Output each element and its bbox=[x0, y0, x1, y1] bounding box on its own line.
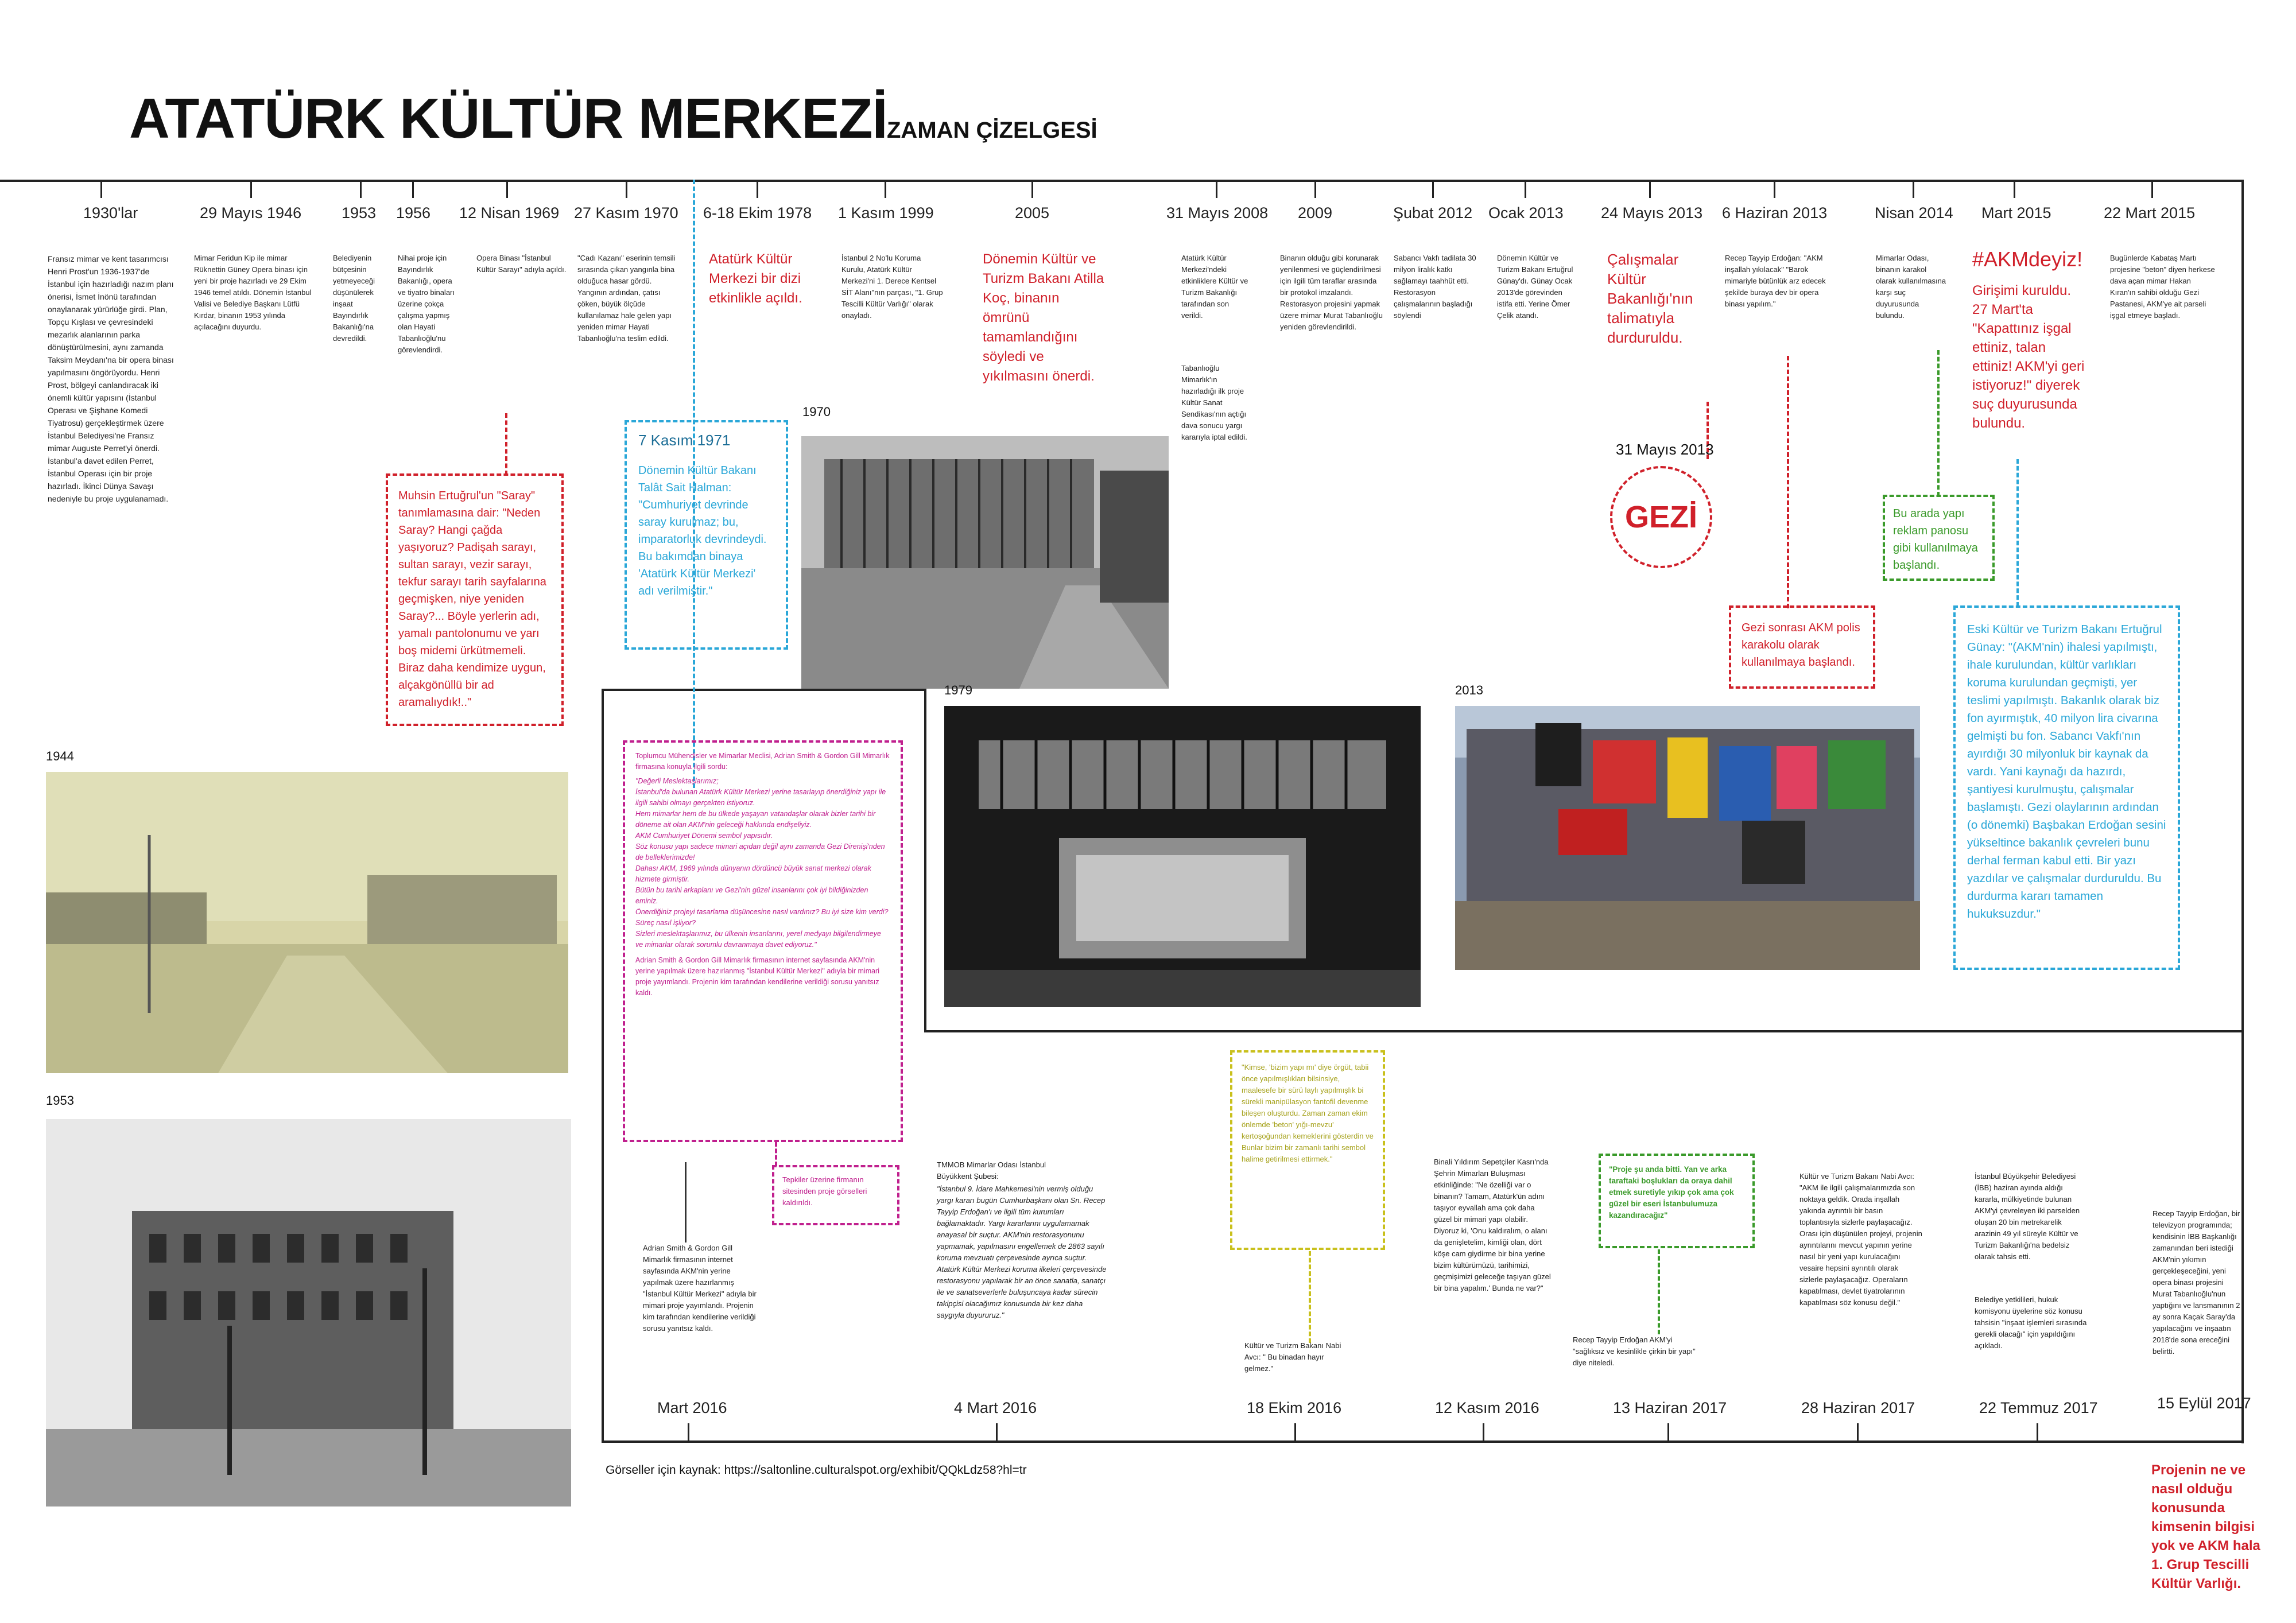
photo-1970-caption: 1970 bbox=[802, 405, 831, 419]
date-4mar2016: 4 Mart 2016 bbox=[954, 1399, 1037, 1416]
tick bbox=[2014, 180, 2015, 198]
event-22tem2017: İstanbul Büyükşehir Belediyesi (İBB) haziran ayında aldığı kararla, mülkiyetinde bulunan AKM'yi çevreleyen iki parselden oluşan 20 bin metrekarelik arazinin 49 yıl süreyle Kültür ve Turizm Bakanlığı'na bedelsiz olarak tahsis etti. bbox=[1975, 1172, 2080, 1261]
date-2013-jun: 6 Haziran 2013 bbox=[1722, 204, 1828, 222]
connector bbox=[505, 413, 507, 475]
event-2005: Dönemin Kültür ve Turizm Bakanı Atilla Koç, binanın ömrünü tamamlandığını söyledi ve yıkılmasını önerdi. bbox=[983, 251, 1104, 384]
letter-line: Bütün bu tarihi arkaplanı ve Gezi'nin güzel insanlarını çok iyi bildiğinizden eminiz. bbox=[635, 886, 868, 905]
halman-quote: Dönemin Kültür Bakanı Talât Sait Halman: "Cumhuriyet devrinde saray kurulmaz; bu, imparatorluk devrindeydi. Bu bakımdan binaya 'Atatürk Kültür Merkezi' adı verilmiştir." bbox=[638, 464, 767, 597]
tick bbox=[250, 180, 252, 198]
event-1999: İstanbul 2 No'lu Koruma Kurulu, Atatürk Kültür Merkezi'ni 1. Derece Kentsel SİT Alanı"nın parçası, "1. Grup Tescilli Kültür Varlığı" olarak onayladı. bbox=[841, 254, 943, 320]
reaction-text: Tepkiler üzerine firmanın sitesinden proje görselleri kaldırıldı. bbox=[782, 1175, 867, 1207]
event-1956: Nihai proje için Bayındırlık Bakanlığı, opera ve tiyatro binaları üzerine çokça çalışma yapmış olan Hayati Tabanlıoğlu'nu görevlendirdi. bbox=[398, 254, 455, 354]
gunay-quote-box bbox=[1953, 605, 2180, 970]
event-mar2016: Adrian Smith & Gordon Gill Mimarlık firmasının internet sayfasında AKM'nin yerine yapılmak üzere hazırlanmış "İstanbul Kültür Merkezi" adıyla bir mimari proje yayımlandı. Projenin kim tarafından kendilerine verildiği sorusu yanıtsız kaldı. bbox=[643, 1244, 757, 1333]
letter-line: İstanbul'da bulunan Atatürk Kültür Merkezi yerine tasarlayıp önerdiğiniz yapı ile ilgili sahibi olmayı gerçekten istiyoruz. bbox=[635, 788, 886, 807]
letter-line: Dahası AKM, 1969 yılında dünyanın dördüncü büyük sanat merkezi olarak hizmete girmiştir. bbox=[635, 864, 871, 883]
event-1978: Atatürk Kültür Merkezi bir dizi etkinlikle açıldı. bbox=[709, 251, 802, 306]
date-12kasim2016: 12 Kasım 2016 bbox=[1435, 1399, 1539, 1416]
billboard-box bbox=[1883, 495, 1995, 581]
tick bbox=[1314, 180, 1316, 198]
tick bbox=[1031, 180, 1033, 198]
avci-quote: "Kimse, 'bizim yapı mı' diye örgüt, tabii önce yapılmışlıkları bilsinsiye, maalesefe bir sürü laylı yapılmışlık bi sürekli manipülasyon fantofil devenme bileşen oluşturdu. Zaman zaman ekim önlemde 'beton' yığı-mevzu' kertoşoğundan kemeklerini gösterdin ve Bunlar bizim bir zamanlı tarihi sembol halime getirilmesi ettirmek." bbox=[1242, 1063, 1374, 1163]
event-1953: Belediyenin bütçesinin yetmeyeceği düşünülerek inşaat Bayındırlık Bakanlığı'na devredildi. bbox=[333, 254, 375, 343]
connector bbox=[1309, 1251, 1311, 1343]
photo-1944 bbox=[46, 772, 568, 1073]
date-2015: Mart 2015 bbox=[1981, 204, 2051, 222]
frame-mid-line bbox=[924, 1030, 2243, 1032]
gezi-circle bbox=[1610, 466, 1712, 568]
tick bbox=[688, 1423, 689, 1442]
halman-date: 7 Kasım 1971 bbox=[638, 432, 731, 449]
event-2013: Dönemin Kültür ve Turizm Bakanı Ertuğrul Günay'dı. Günay Ocak 2013'de görevinden istifa etti. Yerine Ömer Çelik atandı. bbox=[1497, 254, 1573, 320]
tick bbox=[506, 180, 508, 198]
event-12kasim2016: Binali Yıldırım Sepetçiler Kasrı'nda Şehrin Mimarları Buluşması etkinliğinde: "Ne özelliği var o binanın? Tamam, Atatürk'ün adını taşıyor eyvallah ama çok daha güzel bir mimari yapı olabilir. Diyoruz ki, 'Onu kaldıralım, o alanı da genişletelim, kimliği olan, dört köşe cam giydirme bir bina yerine bizim kültürümüzü, tarihimizi, geçmişimizi geleceğe taşıyan güzel bir bina yapalım.' Bunda ne var?" bbox=[1434, 1158, 1551, 1292]
smith-letter-intro: Toplumcu Mühendisler ve Mimarlar Meclisi, Adrian Smith & Gordon Gill Mimarlık firmasına konuyla ilgili sordu: bbox=[635, 752, 890, 771]
page-subtitle: ZAMAN ÇİZELGESİ bbox=[887, 118, 1097, 143]
image-source: Görseller için kaynak: https://saltonline.culturalspot.org/exhibit/QQkLdz58?hl=tr bbox=[606, 1463, 1027, 1477]
saray-quote: Muhsin Ertuğrul'un "Saray" tanımlamasına dair: "Neden Saray? Hangi çağda yaşıyoruz? Padişah sarayı, sultan sarayı, vezir sarayı, tekfur sarayı tarih sayfalarına geçmişken, niye yeniden Saray?... Böyle yerlerin adı, yamalı pantolonumu ve yarı boş midemi ürkütmemeli. Biraz daha kendimize uygun, alçakgönüllü bir ad aramalıydık!.." bbox=[398, 490, 546, 709]
halman-quote-box bbox=[625, 420, 788, 650]
date-1953: 1953 bbox=[342, 204, 377, 222]
event-1946: Mimar Feridun Kip ile mimar Rüknettin Güney Opera binası için yeni bir proje hazırladı ve 29 Ekim 1946 temel atıldı. Dönemin İstanbul Valisi ve Belediye Başkanı Lütfü Kırdar, binanın 1953 yılında açılacağını duyurdu. bbox=[194, 254, 312, 331]
event-15eyl2017: Recep Tayyip Erdoğan, bir televizyon programında; kendisinin İBB Başkanlığı zamanından beri istediği AKM'nin yıkımın gerçekleşeceğini, yeni opera binası projesini Murat Tabanlıoğlu'nun yaptığını ve lansmanının 2 ay sonra Kaçak Saray'da yapılacağını ve inşaatın 2018'de sona ereceğini belirtti. bbox=[2152, 1209, 2240, 1356]
tick bbox=[757, 180, 758, 198]
date-1946: 29 Mayıs 1946 bbox=[200, 204, 302, 222]
date-1930s: 1930'lar bbox=[83, 204, 138, 222]
photo-2013 bbox=[1455, 706, 1920, 970]
event-1970: "Cadı Kazanı" eserinin temsili sırasında çıkan yangınla bina olduğuca hasar gördü. Yangının ardından, çatısı çöken, büyük ölçüde kullanılamaz hale gelen yapı yeniden mimar Hayati Tabanlıoğlu'na teslim edildi. bbox=[577, 254, 676, 343]
date-2013: Ocak 2013 bbox=[1488, 204, 1564, 222]
date-2014: Nisan 2014 bbox=[1875, 204, 1953, 222]
date-2015-mar: 22 Mart 2015 bbox=[2104, 204, 2196, 222]
erdogan-quote: "Proje şu anda bitti. Yan ve arka taraftaki boşlukları da oraya dahil etmek suretiyle yıkıp çok ama çok güzel bir eseri İstanbulumuza kazandıracağız" bbox=[1609, 1165, 1734, 1220]
date-2012: Şubat 2012 bbox=[1393, 204, 1473, 222]
letter-line: Hem mimarlar hem de bu ülkede yaşayan vatandaşlar olarak bizler tarihi bir döneme ait olan AKM'nin geleceği hakkında endişeliyiz. bbox=[635, 810, 876, 829]
letter-line: Sizleri meslektaşlarımız, bu ülkenin insanlarını, yerel medyayı bilgilendirmeye ve mimarlar olarak sorumlu davranmaya davet ediyoruz." bbox=[635, 930, 881, 949]
police-box bbox=[1729, 605, 1875, 689]
tick bbox=[1913, 180, 1914, 198]
photo-1944-caption: 1944 bbox=[46, 749, 74, 763]
event-2008b: Tabanlıoğlu Mimarlık'ın hazırladığı ilk proje Kültür Sanat Sendikası'nın açtığı dava sonucu yargı kararıyla iptal edildi. bbox=[1181, 364, 1247, 441]
letter-line: Önerdiğiniz projeyi tasarlama düşüncesine nasıl vardınız? Bu iyi size kim verdi? bbox=[635, 908, 889, 916]
letter-line: Söz konusu yapı sadece mimari açıdan değil aynı zamanda Gezi Direnişi'nden de belleklerimizde! bbox=[635, 842, 885, 861]
event-1930s: Fransız mimar ve kent tasarımcısı Henri Prost'un 1936-1937'de İstanbul için hazırladığı nazım planı önerisi, İsmet İnönü tarafından onaylanarak yürürlüğe girdi. Plan, Topçu Kışlası ve çevresindeki mezarlık alanlarının parka dönüştürülmesini, aynı zamanda Taksim Meydanı'na bir opera binası yapılmasını öngörüyordu. Henri Prost, bölgeyi canlandıracak iki önemli kültür yapısını (İstanbul Operası ve Şişhane Komedi Tiyatrosu) gerçekleştirmek üzere İstanbul Belediyesi'ne Fransız mimar Auguste Perret'yi önerdi. İstanbul'a davet edilen Perret, İstanbul Operası için bir proje hazırladı. İkinci Dünya Savaşı nedeniyle bu proje uygulanamadı. bbox=[48, 254, 174, 503]
date-28haz2017: 28 Haziran 2017 bbox=[1801, 1399, 1915, 1416]
tick bbox=[1432, 180, 1434, 198]
gezi-date: 31 Mayıs 2013 bbox=[1616, 441, 1714, 458]
event-4mar2016: "İstanbul 9. İdare Mahkemesi'nin vermiş olduğu yargı kararı bugün Cumhurbaşkanı olan Sn. Recep Tayyip Erdoğan'ı ve ilgili tüm kurumları bağlamaktadır. Yargı kararlarını uygulamamak anayasal bir suçtur. AKM'nin restorasyonunu yapmamak, yapılmasını engellemek de 2863 sayılı koruma mevzuatı çerçevesinde ayrıca suçtur. Atatürk Kültür Merkezi koruma ilkeleri çerçevesinde restorasyonu yapılarak bir an önce sanatla, sanatçı ile ve sanatseverlerle buluşuncaya kadar sürecin takipçisi olacağımız konusunda bir kez daha saygıyla duyururuz." bbox=[937, 1185, 1107, 1319]
event-2013-jun: Recep Tayyip Erdoğan: "AKM inşallah yıkılacak" "Barok mimariyle bütünlük arz edecek şekilde buraya dev bir opera binası yapılım." bbox=[1725, 254, 1826, 308]
date-1969: 12 Nisan 1969 bbox=[459, 204, 560, 222]
date-13haz2017: 13 Haziran 2017 bbox=[1613, 1399, 1727, 1416]
event-4mar2016-head: TMMOB Mimarlar Odası İstanbul Büyükkent Şubesi: bbox=[937, 1160, 1046, 1181]
photo-1953 bbox=[46, 1119, 571, 1506]
event-2013-may: Çalışmalar Kültür Bakanlığı'nın talimatıyla durduruldu. bbox=[1607, 251, 1693, 346]
date-1956: 1956 bbox=[396, 204, 431, 222]
event-1969: Opera Binası "İstanbul Kültür Sarayı" adıyla açıldı. bbox=[476, 254, 567, 274]
date-2005: 2005 bbox=[1015, 204, 1050, 222]
event-22tem2017b: Belediye yetkilileri, hukuk komisyonu üyelerine söz konusu tahsisin "inşaat işlemleri sırasında gerekli olacağı" için yapıldığını açıkladı. bbox=[1975, 1295, 2087, 1350]
saray-quote-box bbox=[386, 473, 564, 726]
letter-line: "Değerli Meslektaşlarımız; bbox=[635, 777, 719, 785]
date-1978: 6-18 Ekim 1978 bbox=[703, 204, 812, 222]
tick bbox=[412, 180, 414, 198]
photo-1979-caption: 1979 bbox=[944, 683, 972, 697]
gezi-label: GEZİ bbox=[1624, 500, 1697, 534]
tick bbox=[1294, 1423, 1296, 1442]
event-2015-hashtag: #AKMdeyiz! bbox=[1972, 247, 2083, 271]
event-2015-mar: Bugünlerde Kabataş Martı projesine "beton" diyen herkese dava açan mimar Hakan Kıran'ın sahibi olduğu Gezi Pastanesi, AKM'ye ait parseli işgal etmeye başladı. bbox=[2110, 254, 2215, 320]
connector bbox=[775, 1142, 777, 1166]
tick bbox=[1774, 180, 1775, 198]
tick bbox=[885, 180, 886, 198]
connector bbox=[1937, 350, 1940, 496]
connector bbox=[1658, 1249, 1660, 1334]
event-2015: Girişimi kuruldu. 27 Mart'ta "Kapattınız işgal ettiniz, talan ettiniz! AKM'yi geri istiyoruz!" diyerek suç duyurusunda bulundu. bbox=[1972, 283, 2085, 431]
date-2008: 31 Mayıs 2008 bbox=[1166, 204, 1269, 222]
event-2009: Binanın olduğu gibi korunarak yenilenmesi ve güçlendirilmesi için ilgili tüm taraflar arasında bir protokol imzalandı. Restorasyon projesini yapmak üzere mimar Murat Tabanlıoğlu yeniden görevlendirildi. bbox=[1280, 254, 1383, 331]
final-note: Projenin ne ve nasıl olduğu konusunda kimsenin bilgisi yok ve AKM hala 1. Grup Tescilli Kültür Varlığı. bbox=[2151, 1462, 2260, 1591]
tick bbox=[1649, 180, 1651, 198]
tick bbox=[1483, 1423, 1484, 1442]
date-1999: 1 Kasım 1999 bbox=[838, 204, 934, 222]
tick bbox=[1525, 180, 1526, 198]
letter-line: Süreç nasıl işliyor? bbox=[635, 919, 696, 927]
avci-quote-box bbox=[1230, 1050, 1385, 1250]
page-title: ATATÜRK KÜLTÜR MERKEZİ bbox=[129, 87, 887, 150]
letter-line: AKM Cumhuriyet Dönemi sembol yapısıdır. bbox=[635, 832, 773, 840]
tick bbox=[1667, 1423, 1669, 1442]
tick bbox=[2037, 1423, 2038, 1442]
tick bbox=[360, 180, 362, 198]
date-2009: 2009 bbox=[1298, 204, 1333, 222]
tick bbox=[100, 180, 102, 198]
date-18ekim2016: 18 Ekim 2016 bbox=[1247, 1399, 1342, 1416]
gunay-quote: Eski Kültür ve Turizm Bakanı Ertuğrul Günay: "(AKM'nin) ihalesi yapılmıştı, ihale kurulundan, kültür varlıkları koruma kurulundan geçmişti, yer teslimi yapılmıştı. Bakanlık olarak biz fon ayırmıştık, 40 milyon lira civarına gelmişti bu fon. Sabancı Vakfı'nın ayırdığı 30 milyonluk bir kaynak da vardı. Yani kaynağı da hazırdı, şantiyesi kurulmuştu, çalışmalar başlamıştı. Gezi olaylarının ardından (o dönemki) Başbakan Erdoğan sesini yükseltince bakanlık çevreleri bunu derhal ferman kabul etti. Bir yazı yazdılar ve çalışmalar durduruldu. Bu durdurma kararı tamamen hukuksuzdur." bbox=[1967, 623, 2166, 921]
erdogan-quote-box bbox=[1599, 1154, 1755, 1248]
event-13haz2017: Recep Tayyip Erdoğan AKM'yi "sağlıksız ve kesinlikle çirkin bir yapı" diye niteledi. bbox=[1573, 1335, 1696, 1367]
date-mar2016: Mart 2016 bbox=[657, 1399, 727, 1416]
date-2013-may: 24 Mayıs 2013 bbox=[1601, 204, 1703, 222]
tick bbox=[996, 1423, 998, 1442]
smith-letter-result: Adrian Smith & Gordon Gill Mimarlık firmasının internet sayfasında AKM'nin yerine yapılmak üzere hazırlanmış "İstanbul Kültür Merkezi" adıyla bir mimari proje yayımlandı. Projenin kim tarafından kendilerine verildiği sorusu yanıtsız kaldı. bbox=[635, 956, 879, 997]
event-2014: Mimarlar Odası, binanın karakol olarak kullanılmasına karşı suç duyurusunda bulundu. bbox=[1876, 254, 1946, 320]
tick bbox=[1216, 180, 1217, 198]
photo-1970 bbox=[801, 436, 1169, 689]
smith-letter-box bbox=[623, 740, 903, 1142]
connector bbox=[2016, 459, 2019, 607]
frame-mid-vert bbox=[924, 689, 926, 1031]
police-text: Gezi sonrası AKM polis karakolu olarak kullanılmaya başlandı. bbox=[1742, 622, 1860, 669]
tick bbox=[626, 180, 627, 198]
connector bbox=[685, 1162, 687, 1243]
event-18ekim2016: Kültür ve Turizm Bakanı Nabi Avcı: " Bu binadan hayır gelmez." bbox=[1244, 1341, 1341, 1373]
photo-1979 bbox=[944, 706, 1421, 1007]
date-1970: 27 Kasım 1970 bbox=[574, 204, 678, 222]
tick bbox=[1857, 1423, 1859, 1442]
photo-1953-caption: 1953 bbox=[46, 1093, 74, 1108]
frame-top-seg bbox=[602, 689, 925, 691]
reaction-box bbox=[772, 1165, 899, 1225]
tick bbox=[2151, 180, 2153, 198]
photo-2013-caption: 2013 bbox=[1455, 683, 1483, 697]
date-15eyl2017: 15 Eylül 2017 bbox=[2157, 1395, 2251, 1412]
date-22tem2017: 22 Temmuz 2017 bbox=[1979, 1399, 2098, 1416]
event-28haz2017: Kültür ve Turizm Bakanı Nabi Avcı: "AKM ile ilgili çalışmalarımızda son noktaya geldik. Orada inşallah yakında ayrıntılı bir basın toplantısıyla sizlerle paylaşacağız. Orası için düşünülen projeyi, projenin ayrıntılarını mevcut yapının yerine nasıl bir yeni yapı kurulacağını vesaire hepsini ayrıntılı olarak sizlerle paylaşacağız. Operaların kapatılması, devlet tiyatrolarının kapatılması söz konusu değil." bbox=[1799, 1172, 1922, 1307]
event-2012: Sabancı Vakfı tadilata 30 milyon liralık katkı sağlamayı taahhüt etti. Restorasyon çalışmalarının başladığı söylendi bbox=[1394, 254, 1476, 320]
connector bbox=[1787, 356, 1789, 608]
event-2008a: Atatürk Kültür Merkezi'ndeki etkinliklere Kültür ve Turizm Bakanlığı tarafından son verildi. bbox=[1181, 254, 1248, 320]
billboard-text: Bu arada yapı reklam panosu gibi kullanılmaya başlandı. bbox=[1893, 507, 1978, 572]
